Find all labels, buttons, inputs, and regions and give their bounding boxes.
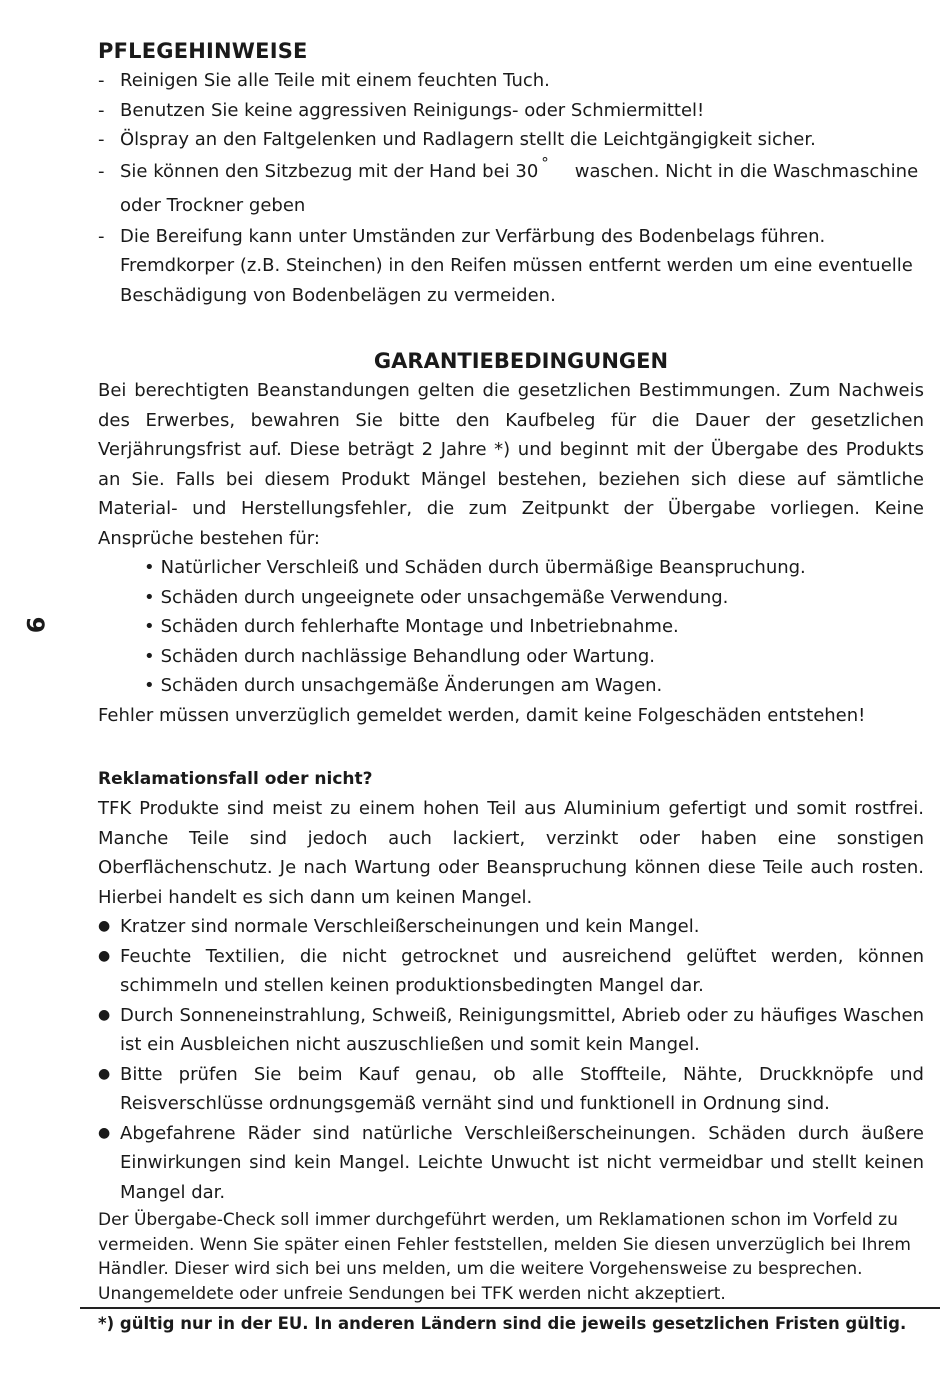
dash-marker: -	[98, 225, 105, 247]
list-item	[98, 1001, 924, 1060]
list-item-text: Schäden durch fehlerhafte Montage und Inbetriebnahme.	[160, 616, 679, 637]
list-item	[98, 222, 924, 311]
list-item-text: Reinigen Sie alle Teile mit einem feuchten Tuch.	[120, 70, 550, 91]
list-item-text: Schäden durch nachlässige Behandlung oder Wartung.	[160, 645, 656, 667]
list-item-text: Abgefahrene Räder sind natürliche Verschleißerscheinungen. Schäden durch äußere Einwirkungen sind kein Mangel. Leichte Unwucht ist nicht vermeidbar und stellt keinen Mangel dar.	[120, 1122, 924, 1203]
wash-text-part2: waschen. Nicht in die Waschmaschine oder Trockner geben	[120, 160, 919, 216]
footnote: *) gültig nur in der EU. In anderen Ländern sind die jeweils gesetzlichen Fristen gültig.	[98, 1314, 907, 1333]
list-item	[98, 96, 924, 126]
list-item-text: Feuchte Textilien, die nicht getrocknet und ausreichend gelüftet werden, können schimmeln und stellen keinen produktionsbedingten Mangel dar.	[120, 945, 924, 996]
list-item	[144, 642, 924, 672]
complaint-points-list	[98, 912, 924, 1207]
bullet-marker: •	[144, 645, 155, 667]
list-item	[98, 125, 924, 155]
warranty-title: GARANTIEBEDINGUNGEN	[373, 349, 669, 373]
dash-marker: -	[98, 129, 105, 150]
list-item-text: Natürlicher Verschleiß und Schäden durch übermäßige Beanspruchung.	[160, 557, 806, 578]
dash-marker: -	[98, 160, 105, 182]
complaint-intro: TFK Produkte sind meist zu einem hohen Teil aus Aluminium gefertigt und somit rostfrei. Manche Teile sind jedoch auch lackiert, verzinkt oder haben eine sonstigen Oberflächenschutz. Je nach Wartung oder Beanspruchung können diese Teile auch rosten. Hierbei handelt es sich dann um keinen Mangel.	[98, 798, 924, 908]
bullet-marker: ●	[98, 1065, 111, 1082]
bullet-marker: •	[144, 586, 155, 608]
bullet-marker: •	[144, 616, 155, 637]
list-item	[98, 155, 924, 222]
bullet-marker: ●	[98, 1006, 111, 1023]
list-item-text: Durch Sonneneinstrahlung, Schweiß, Reinigungsmittel, Abrieb oder zu häufiges Waschen ist ein Ausbleichen nicht auszuschließen und somit kein Mangel.	[120, 1004, 924, 1055]
bullet-marker: ●	[98, 1124, 111, 1141]
list-item	[144, 671, 924, 701]
dash-marker: -	[98, 99, 105, 121]
list-item	[144, 553, 924, 583]
complaint-closing: Der Übergabe-Check soll immer durchgeführt werden, um Reklamationen schon im Vorfeld zu vermeiden. Wenn Sie später einen Fehler feststellen, melden Sie diesen unverzüglich bei Ihrem Händler. Dieser wird sich bei uns melden, um die weitere Vorgehensweise zu besprechen. Unangemeldete oder unfreie Sendungen bei TFK werden nicht akzeptiert.	[98, 1210, 911, 1304]
footnote-divider	[80, 1307, 940, 1309]
care-instructions-title: PFLEGEHINWEISE	[98, 39, 308, 63]
list-item-text: Schäden durch ungeeignete oder unsachgemäße Verwendung.	[160, 586, 729, 608]
page-content	[98, 36, 924, 1306]
page-number: 9	[21, 616, 49, 634]
list-item	[98, 1060, 924, 1119]
list-item	[144, 612, 924, 642]
bullet-marker: ●	[98, 918, 111, 934]
bullet-marker: •	[144, 557, 155, 578]
list-item	[144, 583, 924, 613]
list-item-text: Kratzer sind normale Verschleißerscheinungen und kein Mangel.	[120, 916, 700, 937]
warranty-exclusions-list	[98, 553, 924, 701]
list-item-text: Benutzen Sie keine aggressiven Reinigungs- oder Schmiermittel!	[120, 99, 705, 121]
complaint-title: Reklamationsfall oder nicht?	[98, 769, 373, 789]
care-instructions-list	[98, 66, 924, 310]
warranty-outro: Fehler müssen unverzüglich gemeldet werden, damit keine Folgeschäden entstehen!	[98, 704, 866, 726]
wash-text-part1: Sie können den Sitzbezug mit der Hand bei 30	[120, 160, 539, 182]
list-item-text: Ölspray an den Faltgelenken und Radlagern stellt die Leichtgängigkeit sicher.	[120, 129, 816, 150]
list-item-text: Die Bereifung kann unter Umständen zur Verfärbung des Bodenbelags führen. Fremdkorper (z.B. Steinchen) in den Reifen müssen entfernt werden um eine eventuelle Beschädigung von Bodenbelägen zu vermeiden.	[120, 225, 913, 306]
list-item	[98, 1119, 924, 1208]
list-item-text: Schäden durch unsachgemäße Änderungen am Wagen.	[160, 675, 663, 696]
list-item-text: Bitte prüfen Sie beim Kauf genau, ob alle Stoffteile, Nähte, Druckknöpfe und Reisverschlüsse ordnungsgemäß vernäht sind und funktionell in Ordnung sind.	[120, 1063, 924, 1114]
warranty-intro: Bei berechtigten Beanstandungen gelten die gesetzlichen Bestimmungen. Zum Nachweis des Erwerbes, bewahren Sie bitte den Kaufbeleg für die Dauer der gesetzlichen Verjährungsfrist auf. Diese beträgt 2 Jahre *) und beginnt mit der Übergabe des Produkts an Sie. Falls bei diesem Produkt Mängel bestehen, beziehen sich diese auf sämtliche Material- und Herstellungsfehler, die zum Zeitpunkt der Übergabe vorliegen. Keine Ansprüche bestehen für:	[98, 380, 924, 549]
list-item	[98, 942, 924, 1001]
degree-symbol: °	[541, 153, 549, 172]
list-item	[98, 66, 924, 96]
list-item	[98, 912, 924, 942]
bullet-marker: ●	[98, 947, 111, 964]
dash-marker: -	[98, 70, 105, 91]
bullet-marker: •	[144, 675, 155, 696]
list-item-text	[120, 155, 924, 222]
